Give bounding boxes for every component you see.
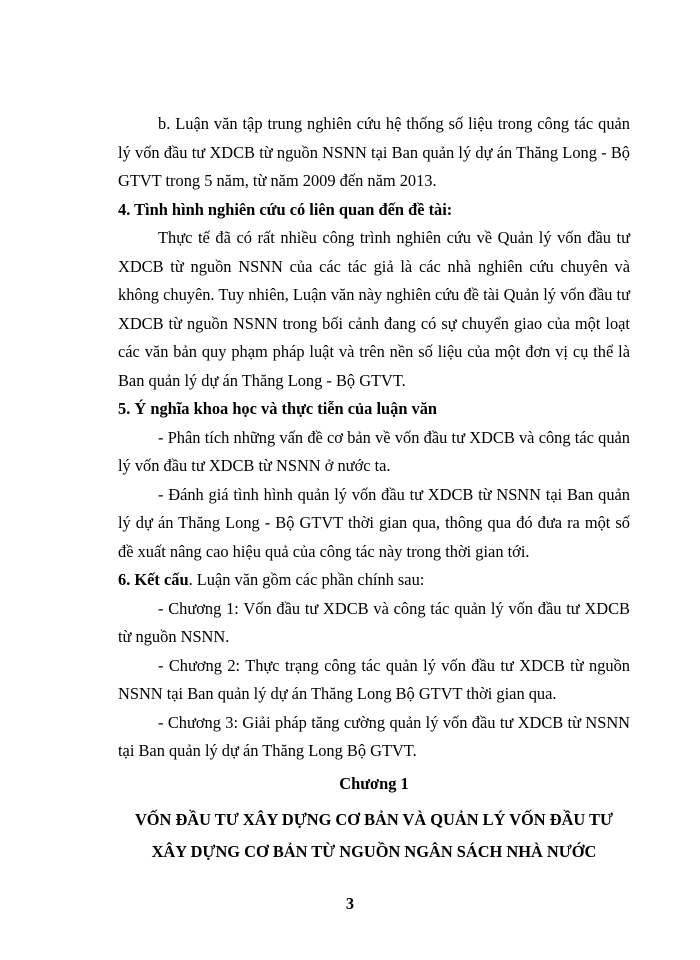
paragraph-scope: b. Luận văn tập trung nghiên cứu hệ thống số liệu trong công tác quản lý vốn đầu tư XDCB từ nguồn NSNN tại Ban quản lý dự án Thăng Long - Bộ GTVT trong 5 năm, từ năm 2009 đến năm 2013. <box>118 114 630 190</box>
heading-section-5: 5. Ý nghĩa khoa học và thực tiễn của luận văn <box>118 399 438 418</box>
chapter-title-line-2: XÂY DỰNG CƠ BẢN TỪ NGUỒN NGÂN SÁCH NHÀ NƯỚC <box>151 842 597 861</box>
page-number: 3 <box>345 894 355 913</box>
chapter-title <box>118 804 630 868</box>
heading-section-6-bold: 6. Kết cấu <box>118 570 189 589</box>
heading-section-6-rest: . Luận văn gồm các phần chính sau: <box>188 570 425 589</box>
paragraph-significance-1: - Phân tích những vấn đề cơ bản về vốn đầu tư XDCB và công tác quản lý vốn đầu tư XDCB từ NSNN ở nước ta. <box>118 427 630 475</box>
chapter-label: Chương 1 <box>339 773 409 793</box>
heading-section-4: 4. Tình hình nghiên cứu có liên quan đến đề tài: <box>118 199 453 219</box>
paragraph-chapter-2-summary: - Chương 2: Thực trạng công tác quản lý vốn đầu tư XDCB từ nguồn NSNN tại Ban quản lý dự án Thăng Long Bộ GTVT thời gian qua. <box>118 655 630 703</box>
chapter-title-line-1: VỐN ĐẦU TƯ XÂY DỰNG CƠ BẢN VÀ QUẢN LÝ VỐN ĐẦU TƯ <box>134 810 614 829</box>
page-content <box>118 110 630 868</box>
paragraph-chapter-1-summary: - Chương 1: Vốn đầu tư XDCB và công tác quản lý vốn đầu tư XDCB từ nguồn NSNN. <box>118 598 630 646</box>
paragraph-chapter-3-summary: - Chương 3: Giải pháp tăng cường quản lý vốn đầu tư XDCB từ NSNN tại Ban quản lý dự án Thăng Long Bộ GTVT. <box>118 712 630 760</box>
paragraph-significance-2: - Đánh giá tình hình quản lý vốn đầu tư XDCB từ NSNN tại Ban quản lý dự án Thăng Long - Bộ GTVT thời gian qua, thông qua đó đưa ra một số đề xuất nâng cao hiệu quả của công tác này trong thời gian tới. <box>118 484 630 561</box>
paragraph-research-overview: Thực tế đã có rất nhiều công trình nghiên cứu về Quản lý vốn đầu tư XDCB từ nguồn NSNN của các tác giả là các nhà nghiên cứu chuyên và không chuyên. Tuy nhiên, Luận văn này nghiên cứu đề tài Quản lý vốn đầu tư XDCB từ nguồn NSNN trong bối cảnh đang có sự chuyển giao của một loạt các văn bản quy phạm pháp luật và trên nền số liệu của một đơn vị cụ thể là Ban quản lý dự án Thăng Long - Bộ GTVT. <box>118 228 630 390</box>
heading-section-6 <box>118 566 630 595</box>
